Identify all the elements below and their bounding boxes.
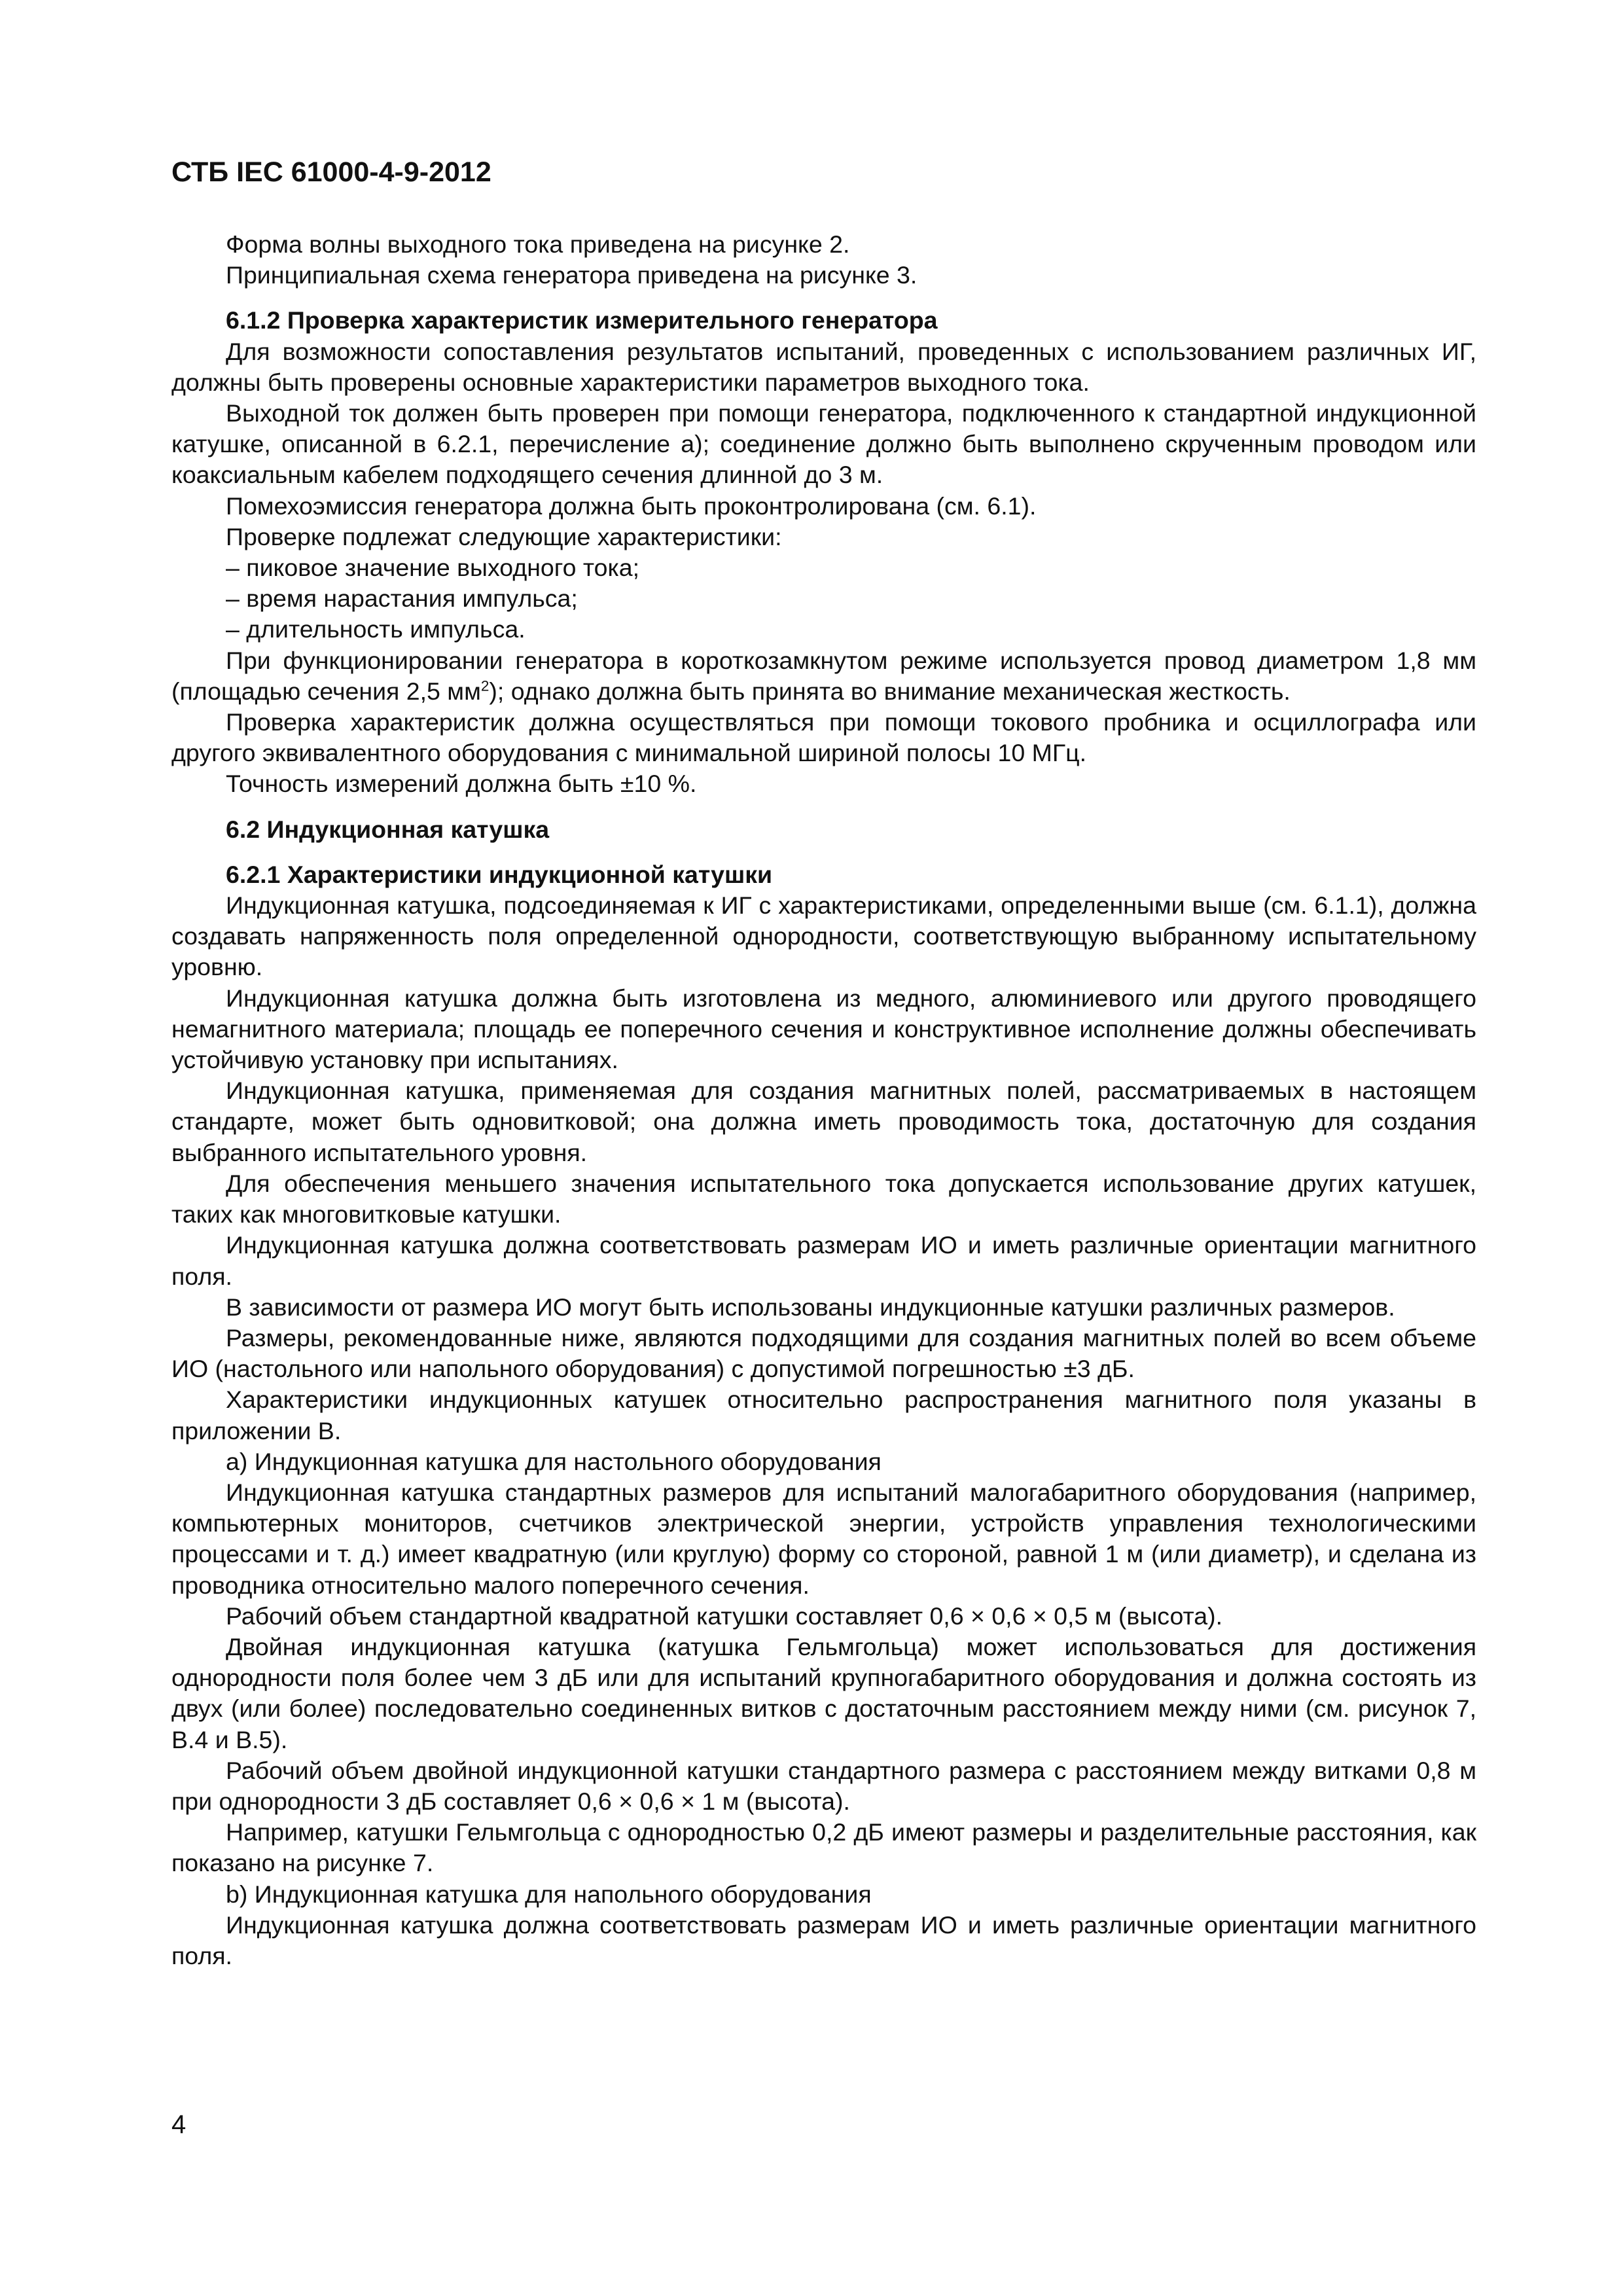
paragraph: Помехоэмиссия генератора должна быть проконтролирована (см. 6.1). <box>226 492 1037 520</box>
section-heading-6-2: 6.2 Индукционная катушка <box>226 815 550 843</box>
document-code-header: СТБ IEC 61000-4-9-2012 <box>171 156 491 188</box>
paragraph: Индукционная катушка, подсоединяемая к ИГ с характеристиками, определенными выше (см. 6.1.1), должна создавать напряженность поля определенной однородности, соответствующую выбранному испытательному уровню. <box>171 891 1476 981</box>
paragraph <box>171 645 1476 707</box>
paragraph: Рабочий объем стандартной квадратной катушки составляет 0,6 × 0,6 × 0,5 м (высота). <box>226 1602 1223 1630</box>
section-heading-6-2-1: 6.2.1 Характеристики индукционной катушки <box>226 860 773 888</box>
list-item: – длительность импульса. <box>226 615 526 643</box>
paragraph: Проверке подлежат следующие характеристики: <box>226 522 782 550</box>
paragraph: Индукционная катушка, применяемая для создания магнитных полей, рассматриваемых в настоящем стандарте, может быть одновитковой; она должна иметь проводимость тока, достаточную для создания выбранного испытательного уровня. <box>171 1077 1476 1166</box>
list-item: – время нарастания импульса; <box>226 584 578 613</box>
paragraph: Индукционная катушка должна соответствовать размерам ИО и иметь различные ориентации магнитного поля. <box>171 1231 1476 1290</box>
paragraph: Точность измерений должна быть ±10 %. <box>226 770 697 798</box>
paragraph: Форма волны выходного тока приведена на рисунке 2. <box>226 230 850 258</box>
paragraph: Индукционная катушка должна быть изготовлена из медного, алюминиевого или другого проводящего немагнитного материала; площадь ее поперечного сечения и конструктивное исполнение должны обеспечивать устойчивую установку при испытаниях. <box>171 984 1476 1074</box>
document-body <box>171 229 1476 1971</box>
paragraph: Для возможности сопоставления результатов испытаний, проведенных с использованием различных ИГ, должны быть проверены основные характеристики параметров выходного тока. <box>171 337 1476 396</box>
page-number: 4 <box>171 2110 187 2139</box>
paragraph: Принципиальная схема генератора приведена на рисунке 3. <box>226 261 918 289</box>
paragraph: a) Индукционная катушка для настольного оборудования <box>226 1447 882 1475</box>
paragraph: Для обеспечения меньшего значения испытательного тока допускается использование других катушек, таких как многовитковые катушки. <box>171 1169 1476 1229</box>
paragraph: Индукционная катушка должна соответствовать размерам ИО и иметь различные ориентации магнитного поля. <box>171 1910 1476 1969</box>
paragraph-text: ); однако должна быть принята во внимание механическая жесткость. <box>489 677 1291 705</box>
paragraph: Проверка характеристик должна осуществляться при помощи токового пробника и осциллографа или другого эквивалентного оборудования с минимальной шириной полосы 10 МГц. <box>171 708 1476 767</box>
paragraph: В зависимости от размера ИО могут быть использованы индукционные катушки различных размеров. <box>226 1293 1395 1321</box>
paragraph: Например, катушки Гельмгольца с однородностью 0,2 дБ имеют размеры и разделительные расстояния, как показано на рисунке 7. <box>171 1818 1476 1877</box>
paragraph: b) Индукционная катушка для напольного оборудования <box>226 1880 872 1908</box>
paragraph: Индукционная катушка стандартных размеров для испытаний малогабаритного оборудования (например, компьютерных мониторов, счетчиков электрической энергии, устройств управления технологическими процессами и т. д.) имеет квадратную (или круглую) форму со стороной, равной 1 м (или диаметр), и сделана из проводника относительно малого поперечного сечения. <box>171 1478 1476 1599</box>
paragraph: Характеристики индукционных катушек относительно распространения магнитного поля указаны в приложении В. <box>171 1386 1476 1444</box>
list-item: – пиковое значение выходного тока; <box>226 554 640 582</box>
section-heading-6-1-2: 6.1.2 Проверка характеристик измерительного генератора <box>226 306 938 334</box>
paragraph: Размеры, рекомендованные ниже, являются подходящими для создания магнитных полей во всем объеме ИО (настольного или напольного оборудования) с допустимой погрешностью ±3 дБ. <box>171 1323 1476 1383</box>
superscript: 2 <box>480 677 490 694</box>
paragraph: Выходной ток должен быть проверен при помощи генератора, подключенного к стандартной индукционной катушке, описанной в 6.2.1, перечисление а); соединение должно быть выполнено скрученным проводом или коаксиальным кабелем подходящего сечения длинной до 3 м. <box>171 399 1476 489</box>
paragraph: Двойная индукционная катушка (катушка Гельмгольца) может использоваться для достижения однородности поля более чем 3 дБ или для испытаний крупногабаритного оборудования и должна состоять из двух (или более) последовательно соединенных витков с достаточным расстоянием между ними (см. рисунок 7, В.4 и В.5). <box>171 1632 1476 1753</box>
paragraph: Рабочий объем двойной индукционной катушки стандартного размера с расстоянием между витками 0,8 м при однородности 3 дБ составляет 0,6 × 0,6 × 1 м (высота). <box>171 1756 1476 1815</box>
paragraph-text: При функционировании генератора в короткозамкнутом режиме используется провод диаметром 1,8 мм (площадью сечения 2,5 мм <box>171 646 1476 705</box>
